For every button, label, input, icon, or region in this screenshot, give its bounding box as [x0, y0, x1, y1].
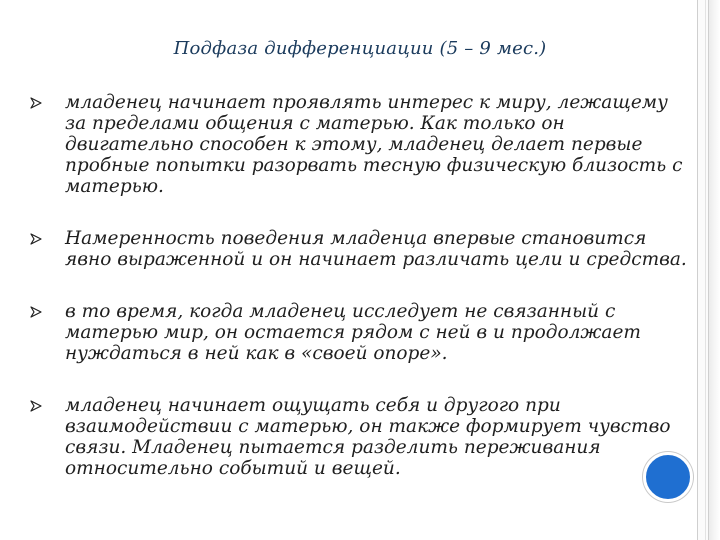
bullet-item: [30, 92, 690, 197]
arrowhead-bullet-icon: [30, 400, 42, 412]
bullet-text: младенец начинает ощущать себя и другого при взаимодействии с матерью, он также формирует чувство связи. Младенец пытается разделить переживания относительно событий и вещей.: [65, 395, 671, 479]
bullet-item: [30, 228, 690, 270]
slide-frame-line: [705, 0, 706, 540]
bullet-text: младенец начинает проявлять интерес к миру, лежащему за пределами общения с матерью. Как только он двигательно способен к этому, младенец делает первые пробные попытки разорвать тесную физическую близость с матерью.: [65, 92, 683, 197]
slide-frame-shadow: [709, 0, 720, 540]
arrowhead-bullet-icon: [30, 97, 42, 109]
bullet-item: [30, 395, 690, 479]
slide-title: Подфаза дифференциации (5 – 9 мес.): [173, 38, 547, 59]
arrowhead-bullet-icon: [30, 233, 42, 245]
bullet-list: [30, 92, 690, 479]
bullet-text: в то время, когда младенец исследует не связанный с матерью мир, он остается рядом с ней в и продолжает нуждаться в ней как в «своей опоре».: [65, 301, 641, 364]
bullet-text: Намеренность поведения младенца впервые становится явно выраженной и он начинает различать цели и средства.: [65, 228, 687, 270]
bullet-item: [30, 301, 690, 364]
slide-frame-border: [697, 0, 709, 540]
arrowhead-bullet-icon: [30, 306, 42, 318]
